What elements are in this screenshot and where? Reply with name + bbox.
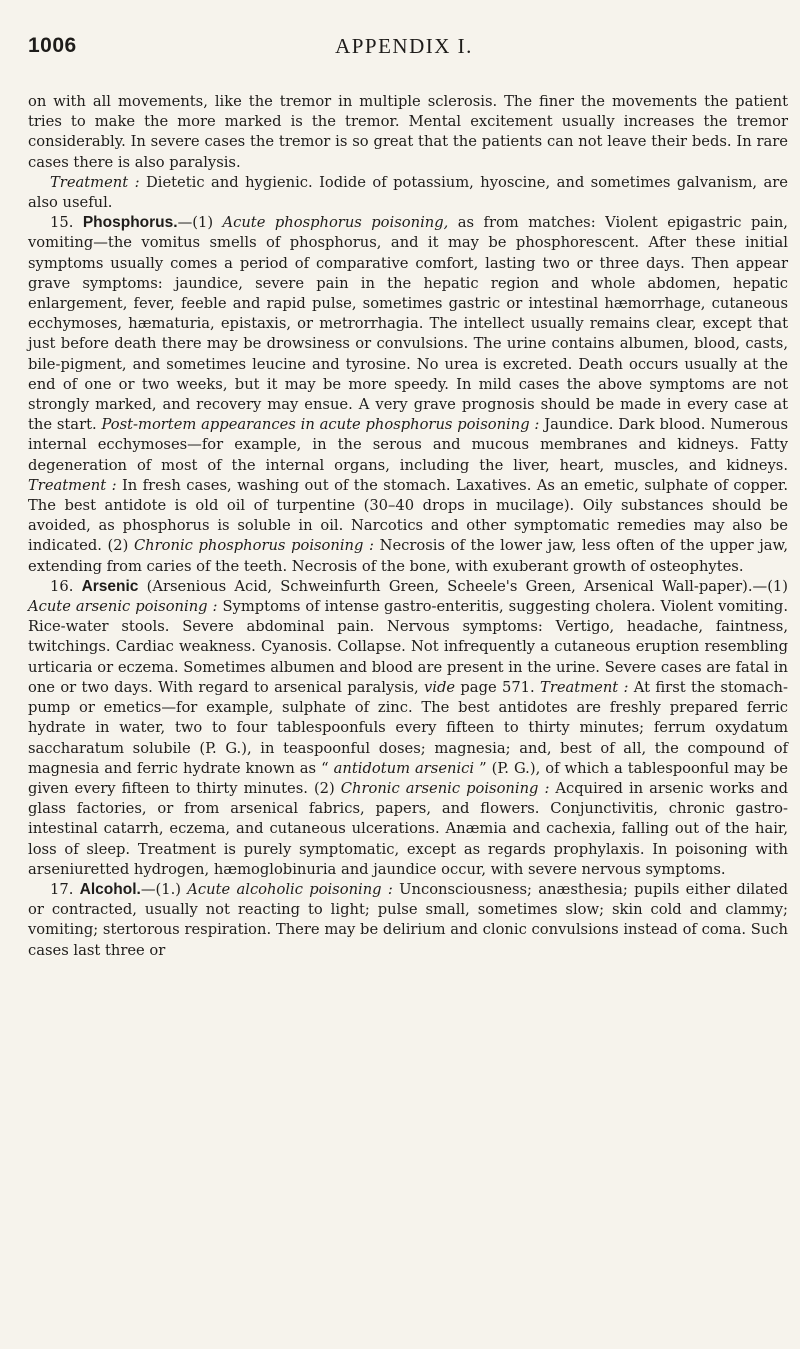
section-text: Unconsciousness; anæsthesia; pupils either dilated or contracted, usually not reacting to light; pulse small, sometimes slow; skin cold and clammy; vomiting; stertorous respiration. There may be delirium and clonic convulsions instead of coma. Such cases last three or [28, 880, 788, 959]
section-number: 16. [50, 577, 74, 595]
running-head: APPENDIX I. [335, 34, 473, 58]
section-title: Phosphorus. [82, 214, 178, 232]
section-number: 15. [50, 214, 74, 232]
section-text: —(1) [177, 214, 223, 232]
section-title: Alcohol. [79, 880, 141, 898]
paragraph-treatment-tremor [28, 173, 788, 213]
section-number: 17. [50, 880, 74, 898]
italic-term: antidotum arsenici [333, 759, 475, 777]
section-text: page 571. [455, 678, 541, 696]
section-text: At first the stomach-pump or emetics—for example, sulphate of zinc. The best antidotes are freshly prepared ferric hydrate in water, two to four tablespoonfuls every fifteen to thirty minutes; ferrum oxydatum saccharatum solubile (P. G.), in teaspoonful doses; magnesia; and, best of all, the compound of magnesia and ferric hydrate known as “ [28, 678, 788, 777]
section-title: Arsenic [81, 577, 139, 595]
page-header [28, 34, 780, 64]
section-text: as from matches: Violent epigastric pain, vomiting—the vomitus smells of phosphorus, and it may be phosphorescent. After these initial symptoms usually comes a period of comparative comfort, lasting two or three days. Then appear grave symptoms: jaundice, severe pain in the hepatic region and whole abdomen, hepatic enlargement, fever, feeble and rapid pulse, sometimes gastric or intestinal hæmorrhage, cutaneous ecchymoses, hæmaturia, epistaxis, or metrorrhagia. The intellect usually remains clear, except that just before death there may be drowsiness or convulsions. The urine contains albumen, blood, casts, bile-pigment, and sometimes leucine and tyrosine. No urea is excreted. Death occurs usually at the end of one or two weeks, but it may be more speedy. In mild cases the above symptoms are not strongly marked, and recovery may ensue. A very grave prognosis should be made in every case at the start. [28, 214, 788, 434]
italic-term: Chronic arsenic poisoning : [340, 779, 550, 797]
page-number: 1006 [28, 34, 77, 57]
italic-term: Acute alcoholic poisoning : [187, 880, 393, 898]
italic-term: Treatment : [28, 476, 117, 494]
italic-term: Post-mortem appearances in acute phosphorus poisoning : [101, 416, 540, 434]
section-text: Jaundice. Dark blood. Numerous internal ecchymoses—for example, in the serous and mucous membranes and kidneys. Fatty degeneration of most of the internal organs, including the liver, heart, muscles, and kidneys. [28, 416, 788, 474]
section-text: (Arsenious Acid, Schweinfurth Green, Scheele's Green, Arsenical Wall-paper).—(1) [138, 577, 789, 595]
italic-term: Treatment : [540, 678, 629, 696]
body-text [28, 92, 788, 961]
section-arsenic [28, 577, 788, 880]
paragraph-continuation: on with all movements, like the tremor in multiple sclerosis. The finer the movements the patient tries to make the more marked is the tremor. Mental excitement usually increases the tremor considerably. In severe cases the tremor is so great that the patients can not leave their beds. In rare cases there is also paralysis. [28, 93, 788, 171]
section-text: Acquired in arsenic works and glass factories, or from arsenical fabrics, papers, and flowers. Conjunctivitis, chronic gastro-intestinal catarrh, eczema, and cutaneous ulcerations. Anæmia and cachexia, falling out of the hair, loss of sleep. Treatment is purely symptomatic, except as regards prophylaxis. In poisoning with arseniuretted hydrogen, hæmoglobinuria and jaundice occur, with severe nervous symptoms. [28, 779, 789, 878]
section-phosphorus [28, 213, 788, 577]
section-text: In fresh cases, washing out of the stomach. Laxatives. As an emetic, sulphate of copper. The best antidote is old oil of turpentine (30–40 drops in mucilage). Oily substances should be avoided, as phosphorus is soluble in oil. Narcotics and other symptomatic remedies may also be indicated. (2) [28, 476, 788, 555]
section-alcohol [28, 880, 788, 961]
italic-term: Chronic phosphorus poisoning : [133, 537, 374, 555]
italic-term: Acute arsenic poisoning : [28, 598, 218, 616]
paragraph-text: Dietetic and hygienic. Iodide of potassium, hyoscine, and sometimes galvanism, are also useful. [28, 173, 788, 212]
italic-term: Acute phosphorus poisoning, [222, 214, 449, 232]
section-text: Symptoms of intense gastro-enteritis, suggesting cholera. Violent vomiting. Rice-water stools. Severe abdominal pain. Nervous symptoms: Vertigo, headache, faintness, twitchings. Cardiac weakness. Cyanosis. Collapse. Not infrequently a cutaneous eruption resembling urticaria or eczema. Sometimes albumen and blood are present in the urine. Severe cases are fatal in one or two days. With regard to arsenical paralysis, [28, 598, 788, 696]
italic-label: Treatment : [50, 173, 140, 191]
italic-term: vide [423, 678, 456, 696]
section-text: —(1.) [140, 880, 188, 898]
section-text: ” (P. G.), of which a tablespoonful may be given every fifteen to thirty minutes. (2) [28, 759, 789, 797]
section-text: Necrosis of the lower jaw, less often of the upper jaw, extending from caries of the teeth. Necrosis of the bone, with exuberant growth of osteophytes. [28, 537, 789, 575]
